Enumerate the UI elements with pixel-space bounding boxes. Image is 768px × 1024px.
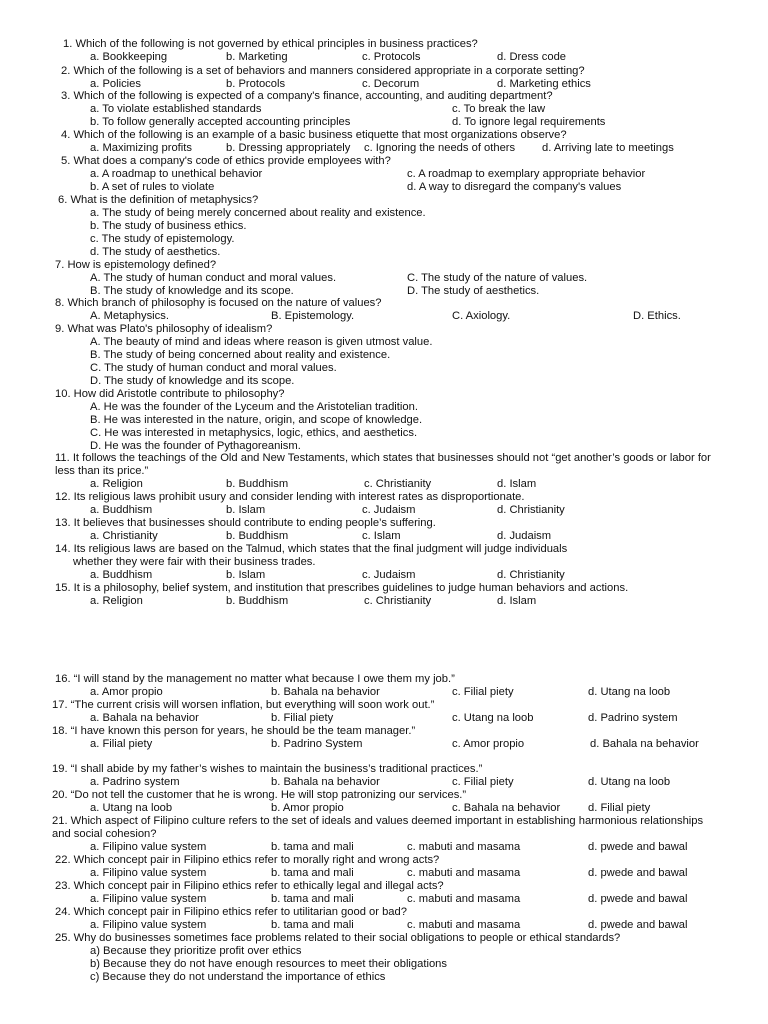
question-11-stem: 11. It follows the teachings of the Old and New Testaments, which states that businesses should not “get another’s goods or labor for less than its price.” xyxy=(55,452,711,477)
question-17-stem: 17. “The current crisis will worsen inflation, but everything will soon work out.” xyxy=(52,699,435,711)
question-4-stem: 4. Which of the following is an example of a basic business etiquette that most organizations observe? xyxy=(61,129,567,141)
q13-option-c: c. Islam xyxy=(362,530,401,542)
q4-option-b: b. Dressing appropriately xyxy=(226,142,351,154)
q4-option-d: d. Arriving late to meetings xyxy=(542,142,674,154)
q6-option-b: b. The study of business ethics. xyxy=(90,220,247,232)
q12-option-d: d. Christianity xyxy=(497,504,565,516)
q3-option-d: d. To ignore legal requirements xyxy=(452,116,606,128)
q6-option-d: d. The study of aesthetics. xyxy=(90,246,221,258)
question-1-stem: 1. Which of the following is not governed by ethical principles in business practices? xyxy=(63,38,478,50)
q16-option-d: d. Utang na loob xyxy=(588,686,671,698)
question-25-stem: 25. Why do businesses sometimes face problems related to their social obligations to people or ethical standards? xyxy=(55,932,621,944)
q16-option-b: b. Bahala na behavior xyxy=(271,686,380,698)
q5-option-c: c. A roadmap to exemplary appropriate behavior xyxy=(407,168,646,180)
question-19-stem: 19. “I shall abide by my father’s wishes to maintain the business’s traditional practices.” xyxy=(52,763,483,775)
q20-option-d: d. Filial piety xyxy=(588,802,651,814)
q7-option-c: C. The study of the nature of values. xyxy=(407,272,588,284)
q19-option-c: c. Filial piety xyxy=(452,776,514,788)
q5-option-a: a. A roadmap to unethical behavior xyxy=(90,168,263,180)
question-8-stem: 8. Which branch of philosophy is focused on the nature of values? xyxy=(55,297,382,309)
q15-option-b: b. Buddhism xyxy=(226,595,289,607)
question-10-stem: 10. How did Aristotle contribute to philosophy? xyxy=(55,388,285,400)
q18-option-c: c. Amor propio xyxy=(452,738,525,750)
q10-option-a: A. He was the founder of the Lyceum and the Aristotelian tradition. xyxy=(90,401,418,413)
q15-option-c: c. Christianity xyxy=(364,595,432,607)
q18-option-d: d. Bahala na behavior xyxy=(590,738,699,750)
question-18-stem: 18. “I have known this person for years, he should be the team manager.” xyxy=(52,725,416,737)
question-14-stem-continued: whether they were fair with their business trades. xyxy=(73,556,316,568)
question-6-stem: 6. What is the definition of metaphysics? xyxy=(58,194,259,206)
q8-option-b: B. Epistemology. xyxy=(271,310,355,322)
q12-option-b: b. Islam xyxy=(226,504,266,516)
question-16-stem: 16. “I will stand by the management no matter what because I owe them my job.” xyxy=(55,673,455,685)
q1-option-b: b. Marketing xyxy=(226,51,288,63)
q8-option-c: C. Axiology. xyxy=(452,310,511,322)
q20-option-b: b. Amor propio xyxy=(271,802,344,814)
q17-option-a: a. Bahala na behavior xyxy=(90,712,199,724)
question-3-stem: 3. Which of the following is expected of a company's finance, accounting, and auditing department? xyxy=(61,90,553,102)
q2-option-d: d. Marketing ethics xyxy=(497,78,591,90)
question-13-stem: 13. It believes that businesses should contribute to ending people’s suffering. xyxy=(55,517,436,529)
question-20-stem: 20. “Do not tell the customer that he is wrong. He will stop patronizing our services.” xyxy=(52,789,467,801)
q24-option-c: c. mabuti and masama xyxy=(407,919,521,931)
q25-option-c: c) Because they do not understand the importance of ethics xyxy=(90,971,386,983)
q23-option-c: c. mabuti and masama xyxy=(407,893,521,905)
q14-option-d: d. Christianity xyxy=(497,569,565,581)
question-9-stem: 9. What was Plato's philosophy of idealism? xyxy=(55,323,273,335)
q21-option-c: c. mabuti and masama xyxy=(407,841,521,853)
q17-option-d: d. Padrino system xyxy=(588,712,678,724)
question-7-stem: 7. How is epistemology defined? xyxy=(55,259,217,271)
q2-option-a: a. Policies xyxy=(90,78,141,90)
q4-option-c: c. Ignoring the needs of others xyxy=(364,142,516,154)
q22-option-b: b. tama and mali xyxy=(271,867,354,879)
q9-option-d: D. The study of knowledge and its scope. xyxy=(90,375,295,387)
question-23-stem: 23. Which concept pair in Filipino ethics refer to ethically legal and illegal acts? xyxy=(55,880,444,892)
q2-option-b: b. Protocols xyxy=(226,78,286,90)
question-2-stem: 2. Which of the following is a set of behaviors and manners considered appropriate in a corporate setting? xyxy=(61,65,585,77)
q13-option-a: a. Christianity xyxy=(90,530,158,542)
q15-option-a: a. Religion xyxy=(90,595,143,607)
q14-option-b: b. Islam xyxy=(226,569,266,581)
q18-option-b: b. Padrino System xyxy=(271,738,363,750)
q10-option-c: C. He was interested in metaphysics, logic, ethics, and aesthetics. xyxy=(90,427,418,439)
q25-option-a: a) Because they prioritize profit over ethics xyxy=(90,945,302,957)
q12-option-a: a. Buddhism xyxy=(90,504,153,516)
q22-option-d: d. pwede and bawal xyxy=(588,867,688,879)
q7-option-a: A. The study of human conduct and moral values. xyxy=(90,272,337,284)
q20-option-a: a. Utang na loob xyxy=(90,802,173,814)
q8-option-d: D. Ethics. xyxy=(633,310,681,322)
q22-option-a: a. Filipino value system xyxy=(90,867,207,879)
q1-option-c: c. Protocols xyxy=(362,51,421,63)
q18-option-a: a. Filial piety xyxy=(90,738,153,750)
q21-option-a: a. Filipino value system xyxy=(90,841,207,853)
q11-option-c: c. Christianity xyxy=(364,478,432,490)
q16-option-a: a. Amor propio xyxy=(90,686,163,698)
q9-option-b: B. The study of being concerned about reality and existence. xyxy=(90,349,391,361)
q17-option-c: c. Utang na loob xyxy=(452,712,534,724)
q14-option-c: c. Judaism xyxy=(362,569,416,581)
q3-option-b: b. To follow generally accepted accounting principles xyxy=(90,116,351,128)
q7-option-d: D. The study of aesthetics. xyxy=(407,285,540,297)
q22-option-c: c. mabuti and masama xyxy=(407,867,521,879)
q19-option-a: a. Padrino system xyxy=(90,776,180,788)
q1-option-d: d. Dress code xyxy=(497,51,567,63)
q24-option-a: a. Filipino value system xyxy=(90,919,207,931)
q25-option-b: b) Because they do not have enough resources to meet their obligations xyxy=(90,958,447,970)
q16-option-c: c. Filial piety xyxy=(452,686,514,698)
q15-option-d: d. Islam xyxy=(497,595,537,607)
q13-option-b: b. Buddhism xyxy=(226,530,289,542)
question-21-stem: 21. Which aspect of Filipino culture refers to the set of ideals and values deemed important in establishing harmonious relationships and social cohesion? xyxy=(52,815,704,840)
q14-option-a: a. Buddhism xyxy=(90,569,153,581)
q3-option-a: a. To violate established standards xyxy=(90,103,262,115)
q21-option-d: d. pwede and bawal xyxy=(588,841,688,853)
q17-option-b: b. Filial piety xyxy=(271,712,334,724)
q6-option-a: a. The study of being merely concerned about reality and existence. xyxy=(90,207,426,219)
q6-option-c: c. The study of epistemology. xyxy=(90,233,235,245)
q9-option-a: A. The beauty of mind and ideas where reason is given utmost value. xyxy=(90,336,433,348)
q5-option-d: d. A way to disregard the company's values xyxy=(407,181,622,193)
q8-option-a: A. Metaphysics. xyxy=(90,310,169,322)
q19-option-d: d. Utang na loob xyxy=(588,776,671,788)
q23-option-d: d. pwede and bawal xyxy=(588,893,688,905)
q23-option-b: b. tama and mali xyxy=(271,893,354,905)
q5-option-b: b. A set of rules to violate xyxy=(90,181,215,193)
question-22-stem: 22. Which concept pair in Filipino ethics refer to morally right and wrong acts? xyxy=(55,854,440,866)
question-24-stem: 24. Which concept pair in Filipino ethics refer to utilitarian good or bad? xyxy=(55,906,407,918)
q7-option-b: B. The study of knowledge and its scope. xyxy=(90,285,294,297)
q9-option-c: C. The study of human conduct and moral values. xyxy=(90,362,337,374)
question-15-stem: 15. It is a philosophy, belief system, and institution that prescribes guidelines to judge human behaviors and actions. xyxy=(55,582,629,594)
q4-option-a: a. Maximizing profits xyxy=(90,142,192,154)
q24-option-b: b. tama and mali xyxy=(271,919,354,931)
q11-option-d: d. Islam xyxy=(497,478,537,490)
q23-option-a: a. Filipino value system xyxy=(90,893,207,905)
q10-option-b: B. He was interested in the nature, origin, and scope of knowledge. xyxy=(90,414,423,426)
q24-option-d: d. pwede and bawal xyxy=(588,919,688,931)
question-14-stem: 14. Its religious laws are based on the Talmud, which states that the final judgment will judge individuals xyxy=(55,543,568,555)
q11-option-a: a. Religion xyxy=(90,478,143,490)
q19-option-b: b. Bahala na behavior xyxy=(271,776,380,788)
q21-option-b: b. tama and mali xyxy=(271,841,354,853)
q11-option-b: b. Buddhism xyxy=(226,478,289,490)
q2-option-c: c. Decorum xyxy=(362,78,420,90)
q3-option-c: c. To break the law xyxy=(452,103,546,115)
q10-option-d: D. He was the founder of Pythagoreanism. xyxy=(90,440,301,452)
question-5-stem: 5. What does a company's code of ethics provide employees with? xyxy=(61,155,391,167)
q20-option-c: c. Bahala na behavior xyxy=(452,802,561,814)
q13-option-d: d. Judaism xyxy=(497,530,552,542)
q1-option-a: a. Bookkeeping xyxy=(90,51,168,63)
q12-option-c: c. Judaism xyxy=(362,504,416,516)
question-12-stem: 12. Its religious laws prohibit usury and consider lending with interest rates as disproportionate. xyxy=(55,491,525,503)
